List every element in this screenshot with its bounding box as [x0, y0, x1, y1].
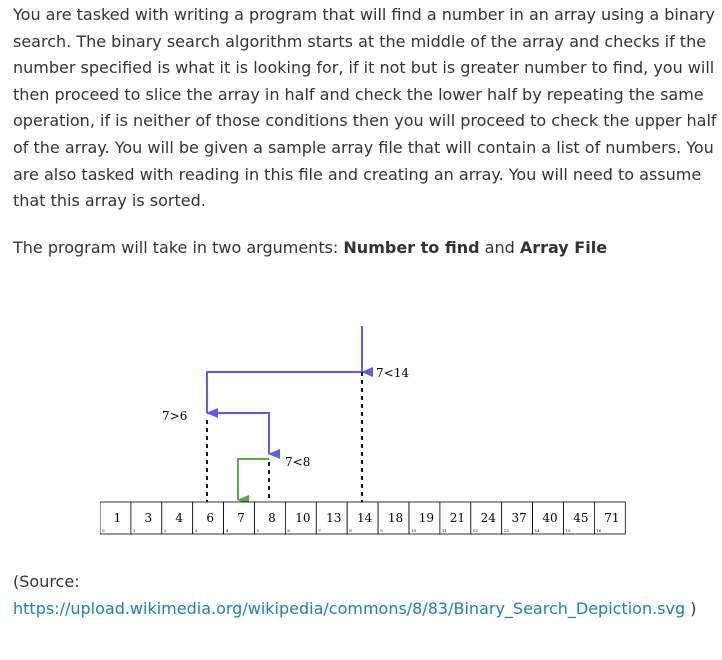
- array-index: 15: [565, 528, 571, 533]
- array-value: 4: [175, 511, 184, 525]
- array-index: 12: [472, 528, 478, 533]
- comparison-label-second: 7>6: [162, 409, 188, 423]
- array-index: 4: [225, 528, 229, 533]
- array-cells: [100, 502, 625, 534]
- arguments-sentence: [13, 235, 717, 262]
- array-value: 13: [326, 511, 342, 525]
- problem-description: You are tasked with writing a program that will find a number in an array using a binary search. The binary search algorithm starts at the middle of the array and checks if the number specified is what it is looking for, if it not but is greater number to find, you will then proceed to slice the array in half and check the lower half by repeating the same operation, if is neither of those conditions then you will proceed to check the upper half of the array. You will be given a sample array file that will contain a list of numbers. You are also tasked with reading in this file and creating an array. You will need to assume that this array is sorted.: [13, 5, 717, 211]
- array-index: 14: [534, 528, 540, 533]
- array-value: 19: [418, 511, 435, 525]
- argument-number-to-find: Number to find: [343, 238, 480, 257]
- source-close: ): [685, 599, 697, 618]
- second-probe-arrow: [207, 372, 362, 413]
- array-value: 21: [449, 511, 465, 525]
- array-index: 3: [194, 528, 198, 533]
- array-index: 16: [596, 528, 602, 533]
- argument-array-file: Array File: [519, 238, 608, 257]
- array-value: 18: [387, 511, 404, 525]
- array-value: 71: [604, 511, 620, 525]
- array-index: 1: [132, 528, 136, 533]
- comparison-label-third: 7<8: [285, 455, 311, 469]
- array-value: 7: [237, 511, 245, 525]
- array-index: 5: [256, 528, 260, 533]
- array-index: 10: [411, 528, 417, 533]
- binary-search-figure: [100, 326, 626, 538]
- array-index: 13: [503, 528, 509, 533]
- source-link-block: [13, 595, 717, 622]
- array-value: 40: [542, 511, 558, 525]
- array-value: 10: [295, 511, 311, 525]
- array-value: 6: [206, 511, 214, 525]
- arguments-prefix: The program will take in two arguments:: [13, 238, 344, 257]
- array-index: 2: [163, 528, 167, 533]
- array-index: 0: [102, 528, 105, 533]
- array-index: 11: [441, 528, 447, 533]
- array-value: 8: [268, 511, 276, 525]
- array-index: 7: [318, 528, 321, 533]
- source-label: (Source:: [13, 572, 80, 591]
- array-value: 24: [480, 511, 496, 525]
- array-value: 45: [573, 511, 589, 525]
- arguments-joiner: and: [479, 238, 520, 257]
- array-value: 1: [113, 511, 122, 525]
- array-index: 6: [287, 528, 290, 533]
- found-arrow: [238, 459, 269, 500]
- array-index: 9: [380, 528, 383, 533]
- array-index: 8: [349, 528, 352, 533]
- array-value: 37: [511, 511, 527, 525]
- third-probe-arrow: [207, 413, 269, 454]
- array-value: 14: [357, 511, 373, 525]
- source-link[interactable]: https://upload.wikimedia.org/wikipedia/commons/8/83/Binary_Search_Depiction.svg: [13, 599, 686, 618]
- comparison-label-first: 7<14: [376, 366, 409, 380]
- array-value: 3: [144, 511, 153, 525]
